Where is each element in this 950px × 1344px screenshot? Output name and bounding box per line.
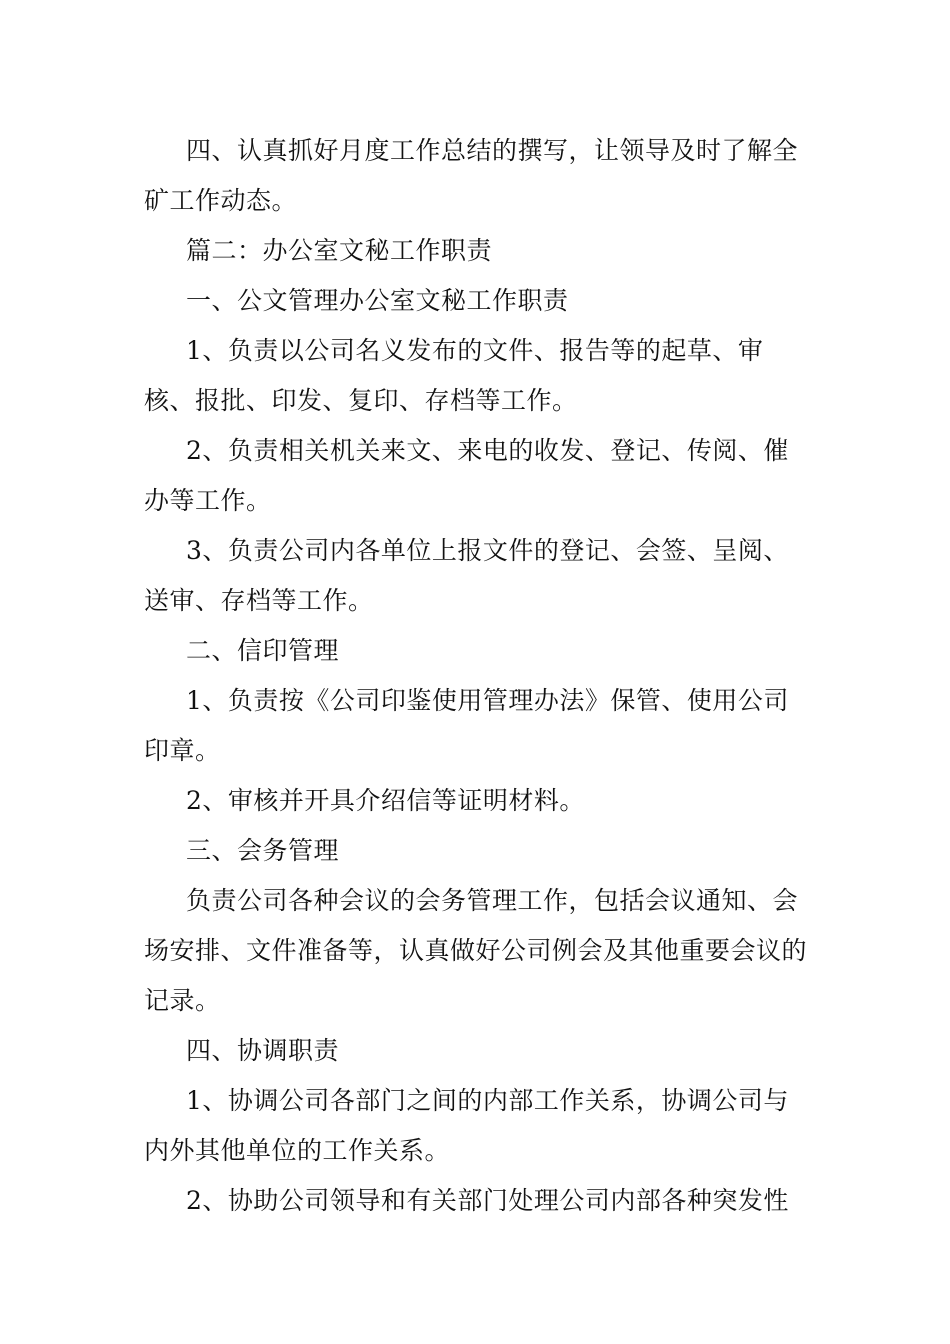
paragraph-document-item-1: 1、负责以公司名义发布的文件、报告等的起草、审核、报批、印发、复印、存档等工作。 — [144, 336, 764, 415]
heading-seal-management: 二、信印管理 — [186, 636, 340, 665]
paragraph-document-item-3: 3、负责公司内各单位上报文件的登记、会签、呈阅、送审、存档等工作。 — [144, 536, 789, 615]
heading-meeting-management: 三、会务管理 — [186, 836, 340, 865]
paragraph-work-summary: 四、认真抓好月度工作总结的撰写，让领导及时了解全矿工作动态。 — [144, 136, 799, 215]
heading-document-management: 一、公文管理办公室文秘工作职责 — [186, 286, 569, 315]
heading-coordination-duties: 四、协调职责 — [186, 1036, 340, 1065]
paragraph-seal-item-2: 2、审核并开具介绍信等证明材料。 — [186, 786, 585, 815]
paragraph-meeting-management: 负责公司各种会议的会务管理工作，包括会议通知、会场安排、文件准备等，认真做好公司例会及其他重要会议的记录。 — [144, 886, 808, 1015]
paragraph-coordination-item-2: 2、协助公司领导和有关部门处理公司内部各种突发性 — [186, 1186, 789, 1215]
heading-part-two: 篇二：办公室文秘工作职责 — [186, 236, 493, 265]
paragraph-seal-item-1: 1、负责按《公司印鉴使用管理办法》保管、使用公司印章。 — [144, 686, 789, 765]
document-body — [144, 126, 812, 1226]
paragraph-document-item-2: 2、负责相关机关来文、来电的收发、登记、传阅、催办等工作。 — [144, 436, 789, 515]
paragraph-coordination-item-1: 1、协调公司各部门之间的内部工作关系，协调公司与内外其他单位的工作关系。 — [144, 1086, 789, 1165]
